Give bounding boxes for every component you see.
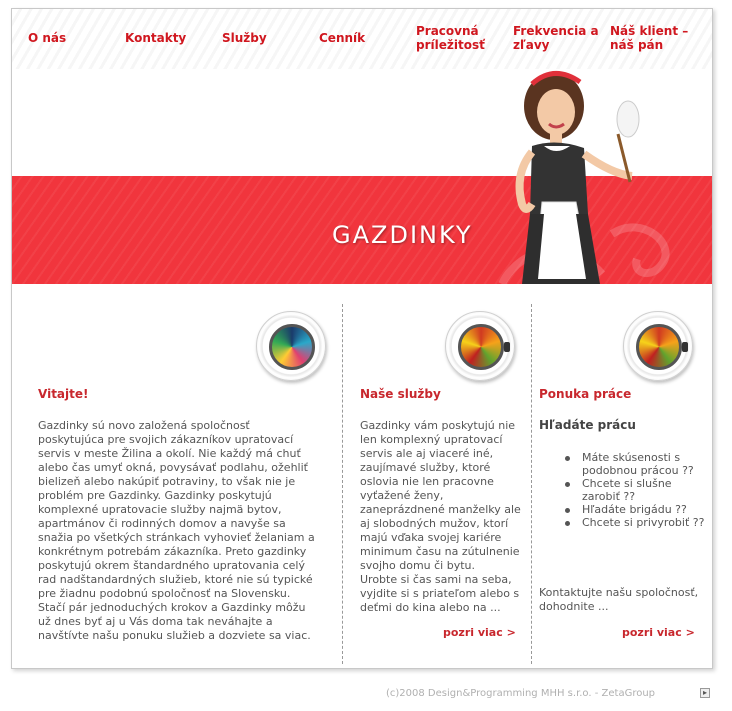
services-text: Gazdinky vám poskytujú nie len komplexný upratovací servis ale aj viaceré iné, zaujímavé služby, ktoré oslovia nie len pracovne vyťažené ženy, zaneprázdnené manželky ale aj slobodných mužov, ktorí majú vďaka svojej kariére minimum času na zútulnenie svojho domu či bytu. xyxy=(360,419,521,572)
banner-title: GAZDINKY xyxy=(332,221,473,249)
footer-credits: (c)2008 Design&Programming MHH s.r.o. - ZetaGroup xyxy=(386,688,656,699)
intro-text: Gazdinky sú novo založená spoločnosť poskytujúca pre svojich zákazníkov upratovací servis v meste Žilina a okolí. Nie každý má chuť alebo čas umyť okná, povysávať podlahu, ožehliť bielizeň alebo nakúpiť potraviny, to však nie je problém pre Gazdinky. Gazdinky poskytujú komplexné upratovacie služby najmä bytov, apartmánov či rodinných domov a navyše sa snažia po všetkých stránkach vyhovieť želaniam a konkrétnym potrebám zákazníka. Preto gazdinky poskytujú okrem štandardného upratovania celý rad nadštandardných služieb, ktoré nie sú typické pre žiadnu podobnú spoločnosť na Slovensku. Stačí pár jednoduchých krokov a Gazdinky môžu už dnes byť aj u Vás doma tak neváhajte a navštívte našu ponuku služieb a dozviete sa viac. xyxy=(38,419,315,642)
cd-icon xyxy=(256,311,326,381)
main-nav xyxy=(12,9,712,69)
section-heading-vitajte: Vitajte! xyxy=(38,387,89,401)
column-divider xyxy=(531,304,532,664)
nav-item-o-nas[interactable]: O nás xyxy=(28,31,67,45)
maid-illustration xyxy=(492,64,662,294)
section-heading-nase-sluzby: Naše služby xyxy=(360,387,441,401)
list-item: Chcete si privyrobiť ?? xyxy=(565,516,705,529)
washing-machine-icon xyxy=(445,311,515,381)
nav-item-kontakty[interactable]: Kontakty xyxy=(125,31,187,45)
washing-machine-icon xyxy=(623,311,693,381)
nav-item-sluzby[interactable]: Služby xyxy=(222,31,267,45)
more-link-jobs[interactable]: pozri viac > xyxy=(622,626,695,639)
nav-item-nas-klient[interactable]: Náš klient – náš pán xyxy=(610,24,689,52)
column-divider xyxy=(342,304,343,664)
nav-item-frekvencia-a-zlavy[interactable]: Frekvencia a zľavy xyxy=(513,24,599,52)
list-item: Hľadáte brigádu ?? xyxy=(565,503,705,516)
section-heading-ponuka-prace: Ponuka práce xyxy=(539,387,632,401)
more-link-services[interactable]: pozri viac > xyxy=(443,626,516,639)
page-frame xyxy=(11,8,713,669)
services-text-continued: Urobte si čas sami na seba, vyjdite si s priateľom alebo s deťmi do kina alebo na ... xyxy=(360,573,520,614)
list-item: Chcete si slušne zarobiť ?? xyxy=(565,477,705,503)
job-questions-list xyxy=(565,451,705,529)
contact-text: Kontaktujte našu spoločnosť, dohodnite ... xyxy=(539,586,699,613)
subheading-hladate-pracu: Hľadáte prácu xyxy=(539,418,636,432)
nav-item-cennik[interactable]: Cenník xyxy=(319,31,366,45)
list-item: Máte skúsenosti s podobnou prácou ?? xyxy=(565,451,705,477)
nav-item-pracovna-prilezitost[interactable]: Pracovná príležitosť xyxy=(416,24,485,52)
external-link-icon[interactable]: ▸ xyxy=(700,688,710,698)
